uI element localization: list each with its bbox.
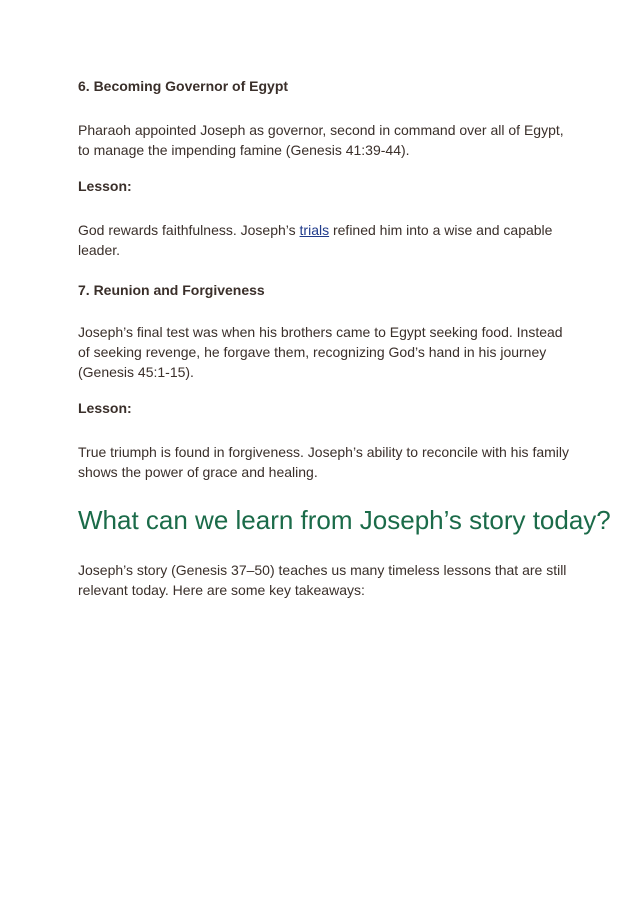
section-7-lesson-text: True triumph is found in forgiveness. Joseph’s ability to reconcile with his family shows the power of grace and healing. [78,444,569,480]
section-7-lesson-label: Lesson: [78,400,132,416]
section-6-lesson-label: Lesson: [78,178,132,194]
takeaways-heading: What can we learn from Joseph’s story today? [78,505,611,535]
lesson-text-after-link: refined him into a wise and capable leader. [78,222,553,258]
trials-link[interactable]: trials [299,222,330,238]
section-6-lesson-text [78,220,578,260]
section-7-paragraph: Joseph’s final test was when his brothers came to Egypt seeking food. Instead of seeking revenge, he forgave them, recognizing God’s hand in his journey (Genesis 45:1-15). [78,324,563,380]
section-7-heading: 7. Reunion and Forgiveness [78,282,265,298]
lesson-text-before-link: God rewards faithfulness. Joseph’s [78,222,300,238]
takeaways-intro: Joseph’s story (Genesis 37–50) teaches us many timeless lessons that are still relevant today. Here are some key takeaways: [78,562,567,598]
section-6-heading: 6. Becoming Governor of Egypt [78,78,289,94]
section-6-paragraph: Pharaoh appointed Joseph as governor, second in command over all of Egypt, to manage the impending famine (Genesis 41:39-44). [78,122,564,158]
